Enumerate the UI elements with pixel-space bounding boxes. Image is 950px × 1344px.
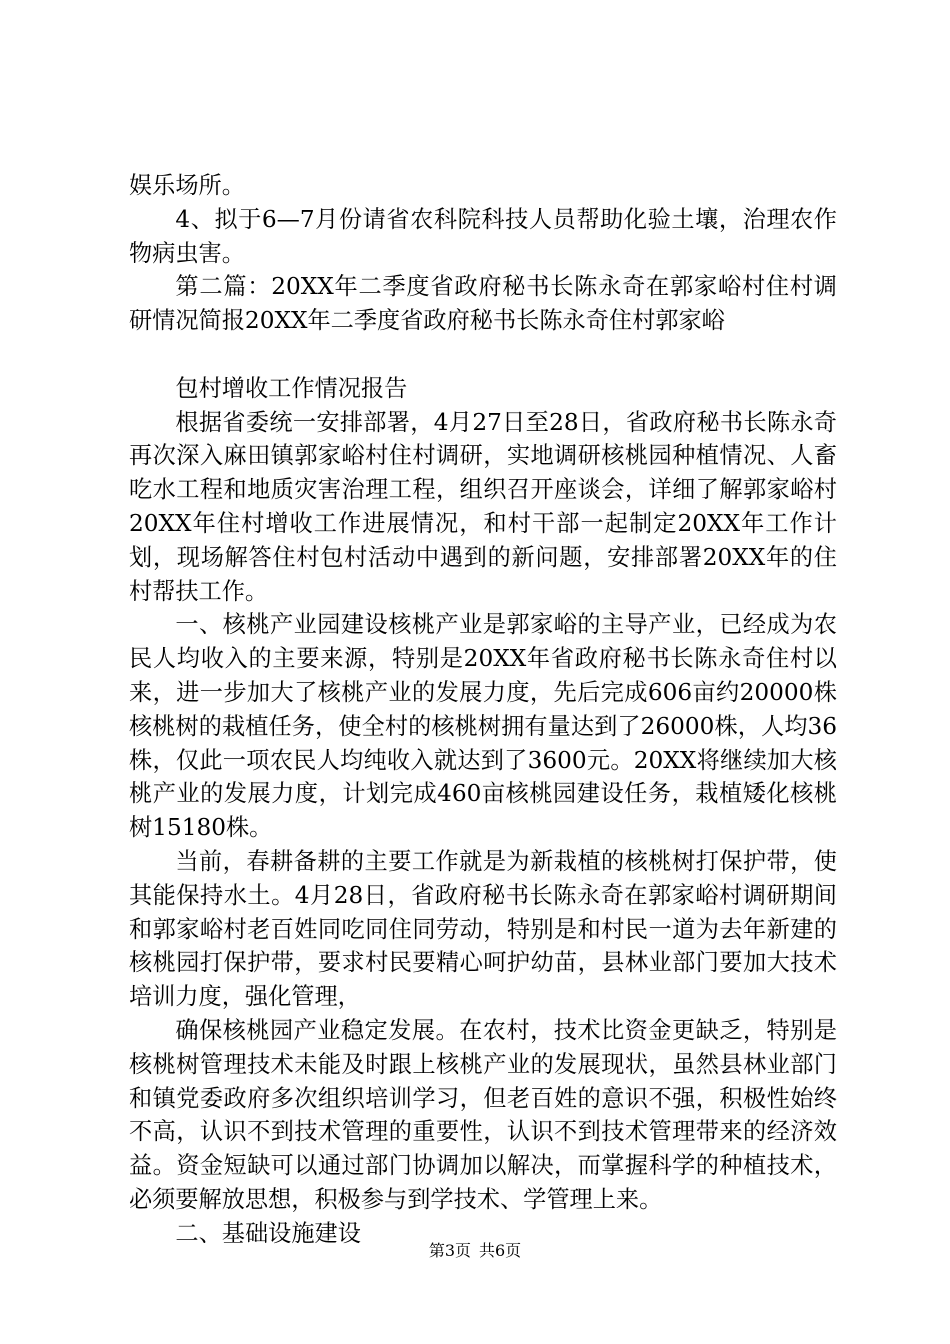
paragraph-7: 当前，春耕备耕的主要工作就是为新栽植的核桃树打保护带，使其能保持水土。4月28日，省政府秘书长陈永奇在郭家峪村调研期间和郭家峪村老百姓同吃同住同劳动，特别是和村民一道为去年新建的核桃园打保护带，要求村民要精心呵护幼苗，县林业部门要加大技术培训力度，强化管理， <box>129 847 837 1011</box>
document-body <box>129 169 837 1251</box>
page-total: 共6页 <box>479 1241 522 1260</box>
paragraph-6: 一、核桃产业园建设核桃产业是郭家峪的主导产业，已经成为农民人均收入的主要来源，特别是20XX年省政府秘书长陈永奇住村以来，进一步加大了核桃产业的发展力度，先后完成606亩约20000株核桃树的栽植任务，使全村的核桃树拥有量达到了26000株，人均36株，仅此一项农民人均纯收入就达到了3600元。20XX将继续加大核桃产业的发展力度，计划完成460亩核桃园建设任务，栽植矮化核桃树15180株。 <box>129 611 837 842</box>
paragraph-2: 4、拟于6—7月份请省农科院科技人员帮助化验土壤，治理农作物病虫害。 <box>129 205 837 267</box>
paragraph-5: 根据省委统一安排部署，4月27日至28日，省政府秘书长陈永奇再次深入麻田镇郭家峪村住村调研，实地调研核桃园种植情况、人畜吃水工程和地质灾害治理工程，组织召开座谈会，详细了解郭家峪村20XX年住村增收工作进展情况，和村干部一起制定20XX年工作计划，现场解答住村包村活动中遇到的新问题，安排部署20XX年的住村帮扶工作。 <box>129 408 837 605</box>
page-footer <box>0 1241 950 1261</box>
paragraph-9: 二、基础设施建设 <box>175 1219 361 1247</box>
paragraph-8: 确保核桃园产业稳定发展。在农村，技术比资金更缺乏，特别是核桃树管理技术未能及时跟上核桃产业的发展现状，虽然县林业部门和镇党委政府多次组织培训学习，但老百姓的意识不强，积极性始终不高，认识不到技术管理的重要性，认识不到技术管理带来的经济效益。资金短缺可以通过部门协调加以解决，而掌握科学的种植技术，必须要解放思想，积极参与到学技术、学管理上来。 <box>129 1016 837 1213</box>
paragraph-1: 娱乐场所。 <box>129 172 245 199</box>
paragraph-gap <box>129 338 837 372</box>
paragraph-3: 第二篇：20XX年二季度省政府秘书长陈永奇在郭家峪村住村调研情况简报20XX年二季度省政府秘书长陈永奇住村郭家峪 <box>129 273 837 335</box>
page-number: 第3页 <box>428 1241 471 1260</box>
paragraph-heading-report: 包村增收工作情况报告 <box>175 374 408 402</box>
